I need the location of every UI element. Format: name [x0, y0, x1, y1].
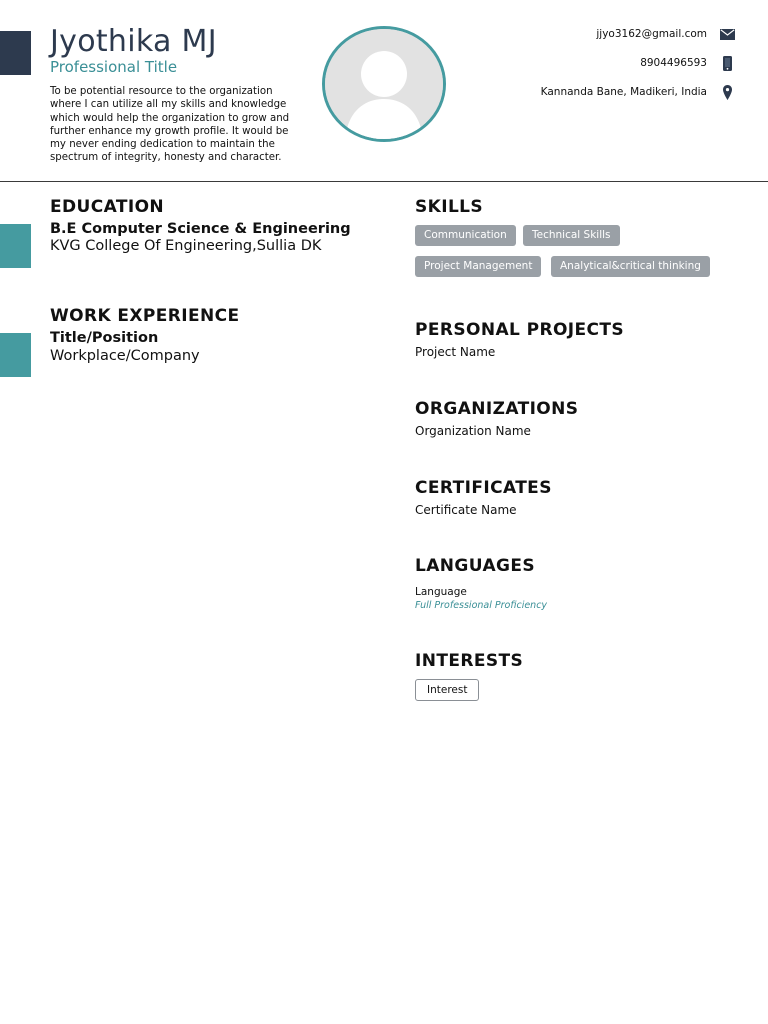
education-accent-bar: [0, 224, 31, 268]
name-accent-bar: [0, 31, 31, 75]
work-accent-bar: [0, 333, 31, 377]
education-degree: B.E Computer Science & Engineering: [50, 221, 351, 237]
phone-icon: [719, 55, 735, 71]
education-heading: EDUCATION: [50, 197, 165, 217]
skill-chip: Analytical&critical thinking: [551, 256, 710, 277]
project-name: Project Name: [415, 345, 496, 359]
map-pin-icon: [719, 84, 735, 100]
skill-chip: Project Management: [415, 256, 541, 277]
email-row[interactable]: [596, 26, 735, 42]
phone-text[interactable]: 8904496593: [640, 57, 707, 69]
interest-chip: Interest: [415, 679, 479, 701]
personal-projects-heading: PERSONAL PROJECTS: [415, 320, 625, 340]
language-name: Language: [415, 586, 467, 598]
avatar-placeholder-icon: [322, 26, 446, 142]
work-experience-heading: WORK EXPERIENCE: [50, 306, 240, 326]
work-position: Title/Position: [50, 330, 159, 346]
phone-row[interactable]: [640, 55, 735, 71]
candidate-name: Jyothika MJ: [50, 24, 217, 59]
language-proficiency: Full Professional Proficiency: [415, 600, 548, 611]
skill-chip: Technical Skills: [523, 225, 620, 246]
certificates-heading: CERTIFICATES: [415, 478, 552, 498]
email-text[interactable]: jjyo3162@gmail.com: [596, 28, 707, 40]
location-row: [541, 84, 735, 100]
interests-heading: INTERESTS: [415, 651, 524, 671]
skills-heading: SKILLS: [415, 197, 484, 217]
profile-summary: To be potential resource to the organization where I can utilize all my skills and knowledge which would help the organization to grow and further enhance my growth profile. It would be my never ending dedication to maintain the spectrum of integrity, honesty and character.: [50, 86, 290, 164]
header-divider: [0, 181, 768, 182]
location-text: Kannanda Bane, Madikeri, India: [540, 86, 707, 98]
organization-name: Organization Name: [415, 424, 531, 438]
organizations-heading: ORGANIZATIONS: [415, 399, 579, 419]
envelope-icon: [719, 26, 735, 42]
languages-heading: LANGUAGES: [415, 556, 536, 576]
skill-chip: Communication: [415, 225, 516, 246]
education-school: KVG College Of Engineering,Sullia DK: [50, 238, 322, 254]
professional-title: Professional Title: [50, 58, 178, 76]
work-company: Workplace/Company: [50, 348, 200, 364]
certificate-name: Certificate Name: [415, 503, 517, 517]
